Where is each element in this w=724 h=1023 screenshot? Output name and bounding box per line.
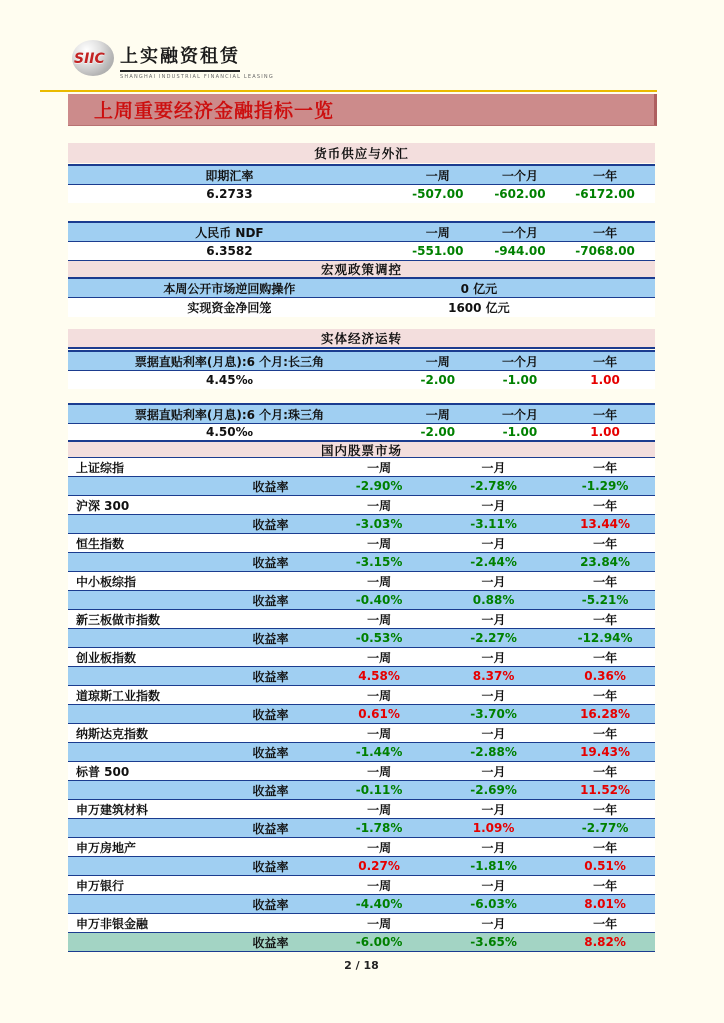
col-month: 一月 [481,802,506,817]
stock-yield-row [68,819,655,838]
indicator-value: 4.45‰ [205,373,253,387]
stock-yield-row [68,591,655,610]
col-year: 一年 [593,168,618,183]
change-week: -507.00 [412,187,464,201]
yield-value-month: -2.69% [470,783,517,797]
yield-value-week: 0.61% [358,707,400,721]
col-week: 一周 [367,498,392,513]
yield-value-week: -2.90% [355,479,403,493]
stock-yield-row [68,629,655,648]
yield-value-month: -2.88% [470,745,517,759]
gold-divider [40,90,657,92]
col-month: 一月 [481,498,506,513]
stock-yield-row [68,515,655,534]
stock-name-row [68,686,655,705]
stock-name: 申万银行 [76,878,125,893]
col-month: 一月 [481,726,506,741]
indicator-value: 1600 亿元 [448,301,510,315]
col-month: 一月 [481,840,506,855]
rmb-ndf-value-row [68,242,655,260]
stock-yield-row [68,781,655,800]
yield-value-year: 8.82% [584,935,626,949]
col-week: 一周 [367,726,392,741]
yield-value-year: 16.28% [580,707,631,721]
section-header-money-fx: 货币供应与外汇 [68,143,655,163]
yield-value-week: -4.40% [355,897,403,911]
stock-name: 道琼斯工业指数 [76,688,161,703]
siic-globe-icon [72,40,114,76]
col-week: 一周 [425,168,450,183]
col-year: 一年 [593,407,618,422]
indicator-label: 即期汇率 [205,168,254,183]
page-title-banner [68,94,657,126]
indicator-value: 6.3582 [206,244,253,258]
spacer [68,895,215,913]
col-week: 一周 [367,460,392,475]
spacer [68,933,215,951]
spacer [68,553,215,571]
stock-yield-row [68,933,655,952]
stock-name: 申万建筑材料 [76,802,149,817]
col-month: 一个月 [501,407,538,422]
change-week: -2.00 [420,425,456,439]
col-week: 一周 [425,225,450,240]
spacer [68,857,215,875]
col-year: 一年 [593,802,618,817]
stock-name: 沪深 300 [76,498,130,513]
col-month: 一月 [481,650,506,665]
yield-value-year: 23.84% [580,555,631,569]
change-month: -944.00 [494,244,546,258]
yield-label: 收益率 [252,669,289,684]
col-year: 一年 [593,460,618,475]
page-number: 2 / 18 [344,959,379,972]
reverse-repo-row [68,279,655,298]
indicator-label: 人民币 NDF [195,225,264,240]
change-month: -1.00 [502,373,538,387]
change-year: -7068.00 [575,244,635,258]
yield-value-month: -3.11% [470,517,517,531]
stock-name-row [68,610,655,629]
col-week: 一周 [367,802,392,817]
yield-label: 收益率 [252,821,289,836]
stock-name: 纳斯达克指数 [76,726,149,741]
yield-label: 收益率 [252,517,289,532]
stock-name-row [68,534,655,553]
yield-label: 收益率 [252,897,289,912]
yield-value-year: 13.44% [580,517,631,531]
yield-label: 收益率 [252,479,289,494]
fx-spot-rate-header-row [68,164,655,185]
yield-value-week: -1.78% [355,821,403,835]
yield-label: 收益率 [252,745,289,760]
col-week: 一周 [367,878,392,893]
stock-yield-row [68,705,655,724]
stock-name-row [68,800,655,819]
stock-name: 新三板做市指数 [76,612,161,627]
change-month: -602.00 [494,187,546,201]
stock-yield-row [68,743,655,762]
page-title: 上周重要经济金融指标一览 [94,100,335,122]
change-year: -6172.00 [575,187,635,201]
stock-name: 恒生指数 [76,536,125,551]
yield-label: 收益率 [252,593,289,608]
col-year: 一年 [593,354,618,369]
indicator-label: 本周公开市场逆回购操作 [163,281,296,296]
yield-value-year: 0.51% [584,859,626,873]
indicator-tables [68,143,655,972]
stock-name-row [68,876,655,895]
stock-yield-row [68,477,655,496]
col-month: 一个月 [501,354,538,369]
stock-name: 申万非银金融 [76,916,149,931]
col-year: 一年 [593,536,618,551]
logo-text-block [120,40,274,80]
yield-value-week: 4.58% [358,669,400,683]
yield-value-year: -5.21% [581,593,629,607]
col-month: 一月 [481,574,506,589]
col-week: 一周 [367,650,392,665]
bill-rate-prd-header-row [68,403,655,424]
col-week: 一周 [425,354,450,369]
spacer [68,705,215,723]
yield-value-week: -0.53% [355,631,403,645]
spacer [68,667,215,685]
stock-yield-row [68,857,655,876]
col-week: 一周 [367,840,392,855]
stock-name-row [68,838,655,857]
yield-value-year: -2.77% [581,821,629,835]
change-year: 1.00 [590,425,620,439]
yield-label: 收益率 [252,631,289,646]
indicator-label: 票据直贴利率(月息):6 个月:长三角 [134,354,324,369]
stock-yield-row [68,553,655,572]
yield-value-week: -1.44% [355,745,403,759]
col-week: 一周 [367,612,392,627]
col-year: 一年 [593,878,618,893]
yield-value-year: 19.43% [580,745,631,759]
col-year: 一年 [593,688,618,703]
yield-value-year: 11.52% [580,783,631,797]
yield-value-month: 0.88% [472,593,515,607]
change-week: -2.00 [420,373,456,387]
bill-rate-yrd-header-row [68,350,655,371]
col-month: 一月 [481,764,506,779]
yield-value-week: -0.40% [355,593,403,607]
col-month: 一月 [481,536,506,551]
col-month: 一月 [481,916,506,931]
yield-value-year: -1.29% [581,479,629,493]
yield-value-week: -6.00% [355,935,403,949]
col-week: 一周 [425,407,450,422]
stock-name-row [68,724,655,743]
yield-value-week: -0.11% [355,783,403,797]
section-header-macro-policy: 宏观政策调控 [68,260,655,279]
col-week: 一周 [367,916,392,931]
company-name-en: SHANGHAI INDUSTRIAL FINANCIAL LEASING [120,74,274,80]
yield-value-week: 0.27% [358,859,400,873]
yield-value-month: -6.03% [470,897,517,911]
col-month: 一月 [481,878,506,893]
yield-value-month: -2.27% [470,631,517,645]
siic-logo-text: SIIC [74,51,105,67]
yield-value-year: 8.01% [584,897,626,911]
col-month: 一月 [481,612,506,627]
yield-value-month: 8.37% [472,669,515,683]
col-year: 一年 [593,840,618,855]
yield-label: 收益率 [252,783,289,798]
yield-value-month: 1.09% [472,821,515,835]
stock-rows [68,458,655,952]
stock-name: 上证综指 [76,460,125,475]
spacer [68,515,215,533]
col-year: 一年 [593,764,618,779]
col-month: 一月 [481,460,506,475]
col-year: 一年 [593,225,618,240]
stock-yield-row [68,667,655,686]
change-month: -1.00 [502,425,538,439]
yield-value-month: -2.44% [470,555,517,569]
spacer [68,819,215,837]
indicator-label: 票据直贴利率(月息):6 个月:珠三角 [134,407,324,422]
yield-label: 收益率 [252,935,289,950]
spacer [68,629,215,647]
yield-value-week: -3.03% [355,517,403,531]
col-week: 一周 [367,764,392,779]
stock-name-row [68,914,655,933]
col-year: 一年 [593,574,618,589]
indicator-value: 4.50‰ [205,425,253,439]
yield-value-year: -12.94% [577,631,633,645]
yield-label: 收益率 [252,555,289,570]
stock-name-row [68,496,655,515]
stock-name-row [68,648,655,667]
net-withdrawal-row [68,298,655,317]
spacer [68,591,215,609]
change-week: -551.00 [412,244,464,258]
col-year: 一年 [593,916,618,931]
stock-name-row [68,762,655,781]
spacer [68,781,215,799]
change-year: 1.00 [590,373,620,387]
col-month: 一个月 [501,168,538,183]
stock-name: 中小板综指 [76,574,137,589]
col-year: 一年 [593,498,618,513]
yield-label: 收益率 [252,707,289,722]
col-month: 一个月 [501,225,538,240]
yield-value-month: -3.65% [470,935,517,949]
section-header-stock-market: 国内股票市场 [68,440,655,458]
stock-name-row [68,572,655,591]
col-week: 一周 [367,574,392,589]
company-logo [72,40,274,80]
yield-value-week: -3.15% [355,555,403,569]
indicator-value: 0 亿元 [460,281,498,296]
stock-yield-row [68,895,655,914]
col-week: 一周 [367,536,392,551]
stock-name-row [68,458,655,477]
col-year: 一年 [593,726,618,741]
indicator-value: 6.2733 [206,187,253,201]
col-year: 一年 [593,650,618,665]
yield-label: 收益率 [252,859,289,874]
stock-name: 创业板指数 [76,650,137,665]
yield-value-month: -3.70% [470,707,517,721]
rmb-ndf-header-row [68,221,655,242]
bill-rate-prd-value-row [68,424,655,440]
indicator-label: 实现资金净回笼 [187,301,272,315]
yield-value-year: 0.36% [584,669,626,683]
fx-spot-rate-value-row [68,185,655,203]
spacer [68,477,215,495]
col-week: 一周 [367,688,392,703]
bill-rate-yrd-value-row [68,371,655,389]
yield-value-month: -1.81% [470,859,517,873]
yield-value-month: -2.78% [470,479,517,493]
col-year: 一年 [593,612,618,627]
section-header-real-economy: 实体经济运转 [68,329,655,349]
spacer [68,743,215,761]
stock-name: 标普 500 [76,764,130,779]
company-name-cn: 上实融资租赁 [120,42,240,72]
col-month: 一月 [481,688,506,703]
stock-name: 申万房地产 [76,840,137,855]
